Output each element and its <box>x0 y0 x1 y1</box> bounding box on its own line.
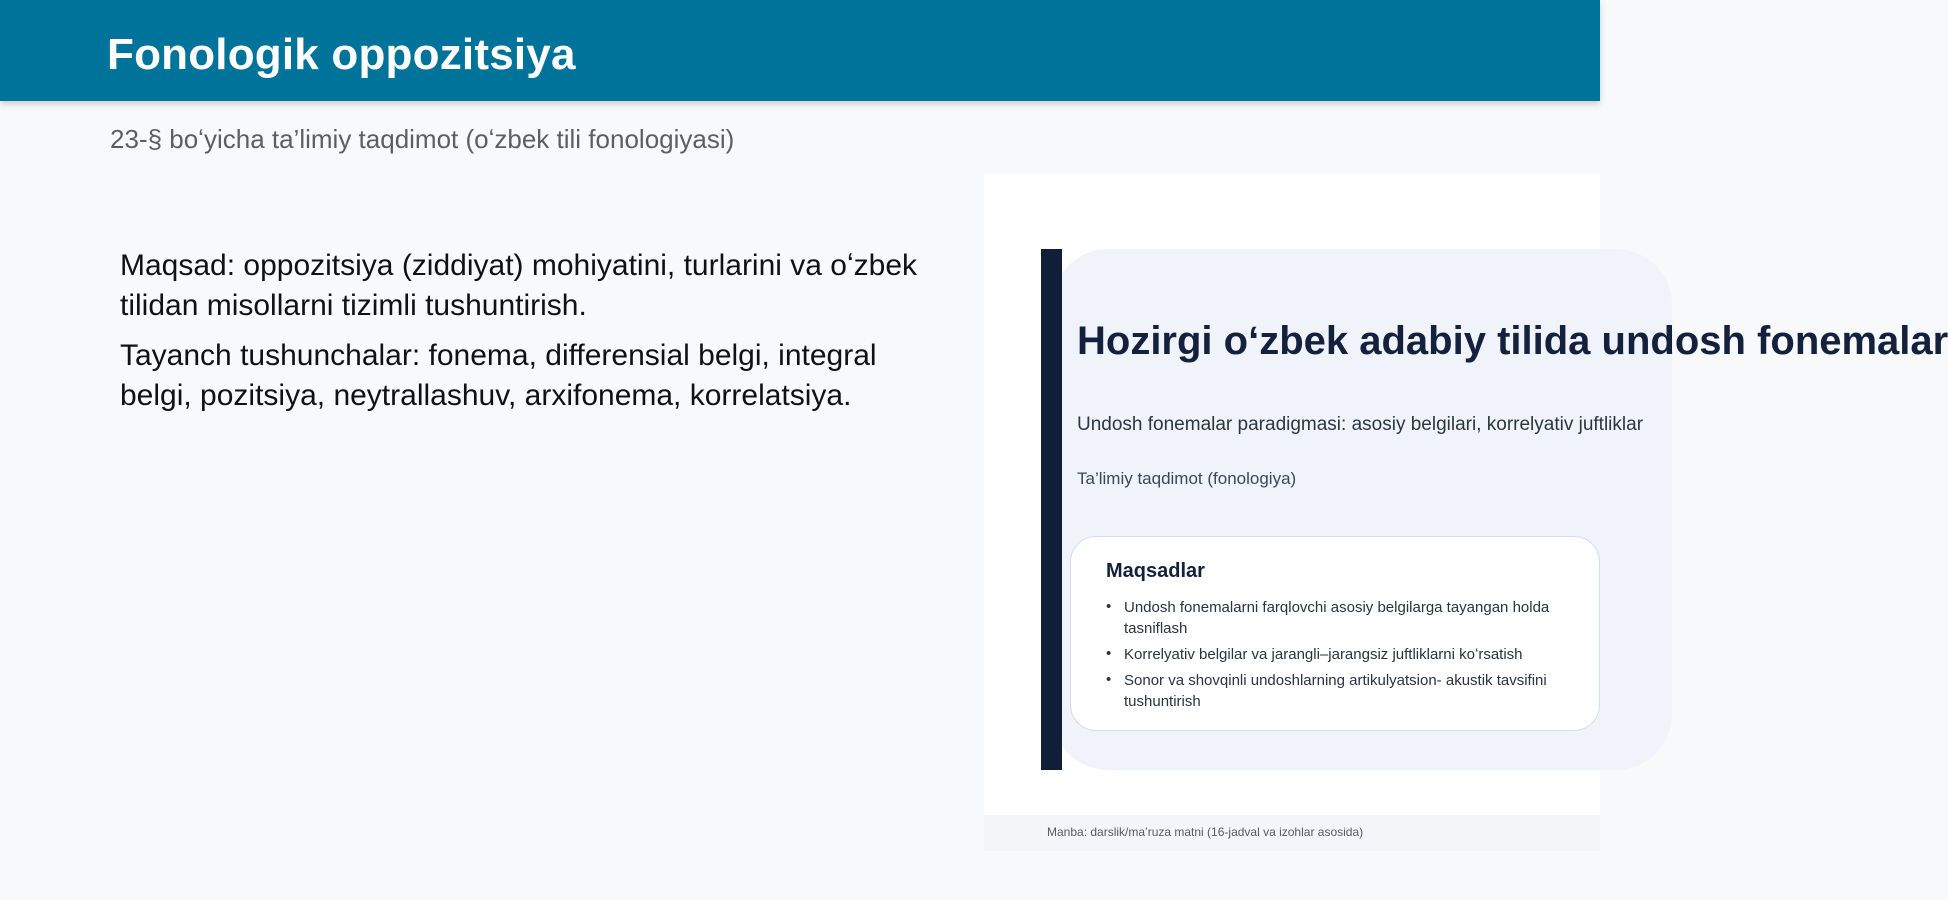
goal-paragraph: Maqsad: oppozitsiya (ziddiyat) mohiyatini, turlarini va oʻzbek tilidan misollarni tizimli tushuntirish. <box>120 249 918 322</box>
slide-title: Fonologik oppozitsiya <box>107 30 576 79</box>
preview-accent-bar <box>1041 249 1062 770</box>
goal-item: • Korrelyativ belgilar va jarangli–jarangsiz juftliklarni koʻrsatish <box>1106 644 1566 665</box>
goals-card <box>1070 536 1600 731</box>
goal-item: • Sonor va shovqinli undoshlarning artikulyatsion- akustik tavsifini tushuntirish <box>1106 670 1566 712</box>
key-concepts-paragraph: Tayanch tushunchalar: fonema, differensial belgi, integral belgi, pozitsiya, neytrallashuv, arxifonema, korrelatsiya. <box>120 339 877 412</box>
slide-subtitle: 23-§ boʻyicha ta’limiy taqdimot (oʻzbek tili fonologiyasi) <box>110 124 735 154</box>
goals-list <box>1106 597 1566 717</box>
preview-meta: Ta’limiy taqdimot (fonologiya) <box>1077 469 1297 488</box>
goal-item: • Undosh fonemalarni farqlovchi asosiy belgilarga tayangan holda tasniflash <box>1106 597 1566 639</box>
slide-header <box>0 0 1600 101</box>
preview-subtitle: Undosh fonemalar paradigmasi: asosiy belgilari, korrelyativ juftliklar <box>1077 414 1644 435</box>
body-text <box>120 246 920 426</box>
source-caption: Manba: darslik/ma’ruza matni (16-jadval va izohlar asosida) <box>1047 825 1364 839</box>
preview-caption <box>984 815 1600 851</box>
preview-title: Hozirgi oʻzbek adabiy tilida undosh fonemalar <box>1077 319 1948 363</box>
goals-heading: Maqsadlar <box>1106 560 1205 582</box>
slide-preview-image <box>984 173 1948 815</box>
